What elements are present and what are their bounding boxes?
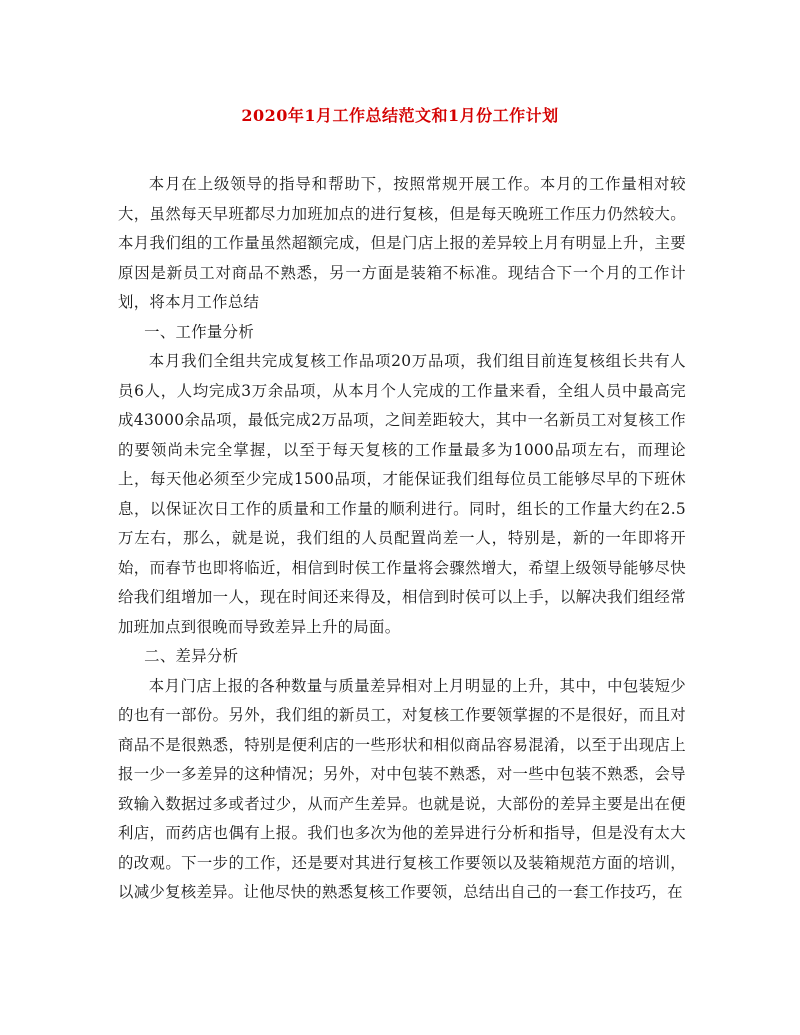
section-heading-variance: 二、差异分析 (144, 647, 239, 665)
paragraph-variance: 本月门店上报的各种数量与质量差异相对上月明显的上升，其中，中包装短少的也有一部份。另外，我们组的新员工，对复核工作要领掌握的不是很好，而且对商品不是很熟悉，特别是便利店的一些形状和相似商品容易混淆，以至于出现店上报一少一多差异的这种情况；另外，对中包装不熟悉，对一些中包装不熟悉，会导致输入数据过多或者过少，从而产生差异。也就是说，大部份的差异主要是出在便利店，而药店也偶有上报。我们也多次为他的差异进行分析和指导，但是没有太大的改观。下一步的工作，还是要对其进行复核工作要领以及装箱规范方面的培训，以减少复核差异。让他尽快的熟悉复核工作要领，总结出自己的一套工作技巧，在 (118, 676, 686, 901)
paragraph-workload: 本月我们全组共完成复核工作品项20万品项，我们组目前连复核组长共有人员6人，人均完成3万余品项，从本月个人完成的工作量来看，全组人员中最高完成43000余品项，最低完成2万品项，之间差距较大，其中一名新员工对复核工作的要领尚未完全掌握，以至于每天复核的工作量最多为1000品项左右，而理论上，每天他必须至少完成1500品项，才能保证我们组每位员工能够尽早的下班休息，以保证次日工作的质量和工作量的顺利进行。同时，组长的工作量大约在2.5万左右，那么，就是说，我们组的人员配置尚差一人，特别是，新的一年即将开始，而春节也即将临近，相信到时侯工作量将会骤然增大，希望上级领导能够尽快给我们组增加一人，现在时间还来得及，相信到时侯可以上手，以解决我们组经常加班加点到很晚而导致差异上升的局面。 (118, 352, 686, 636)
document-body (118, 170, 686, 908)
section-heading-workload: 一、工作量分析 (144, 322, 255, 341)
document-title: 2020年1月工作总结范文和1月份工作计划 (241, 106, 559, 125)
paragraph-intro: 本月在上级领导的指导和帮助下，按照常规开展工作。本月的工作量相对较大，虽然每天早班都尽力加班加点的进行复核，但是每天晚班工作压力仍然较大。本月我们组的工作量虽然超额完成，但是门店上报的差异较上月有明显上升，主要原因是新员工对商品不熟悉，另一方面是装箱不标准。现结合下一个月的工作计划，将本月工作总结 (118, 175, 686, 311)
